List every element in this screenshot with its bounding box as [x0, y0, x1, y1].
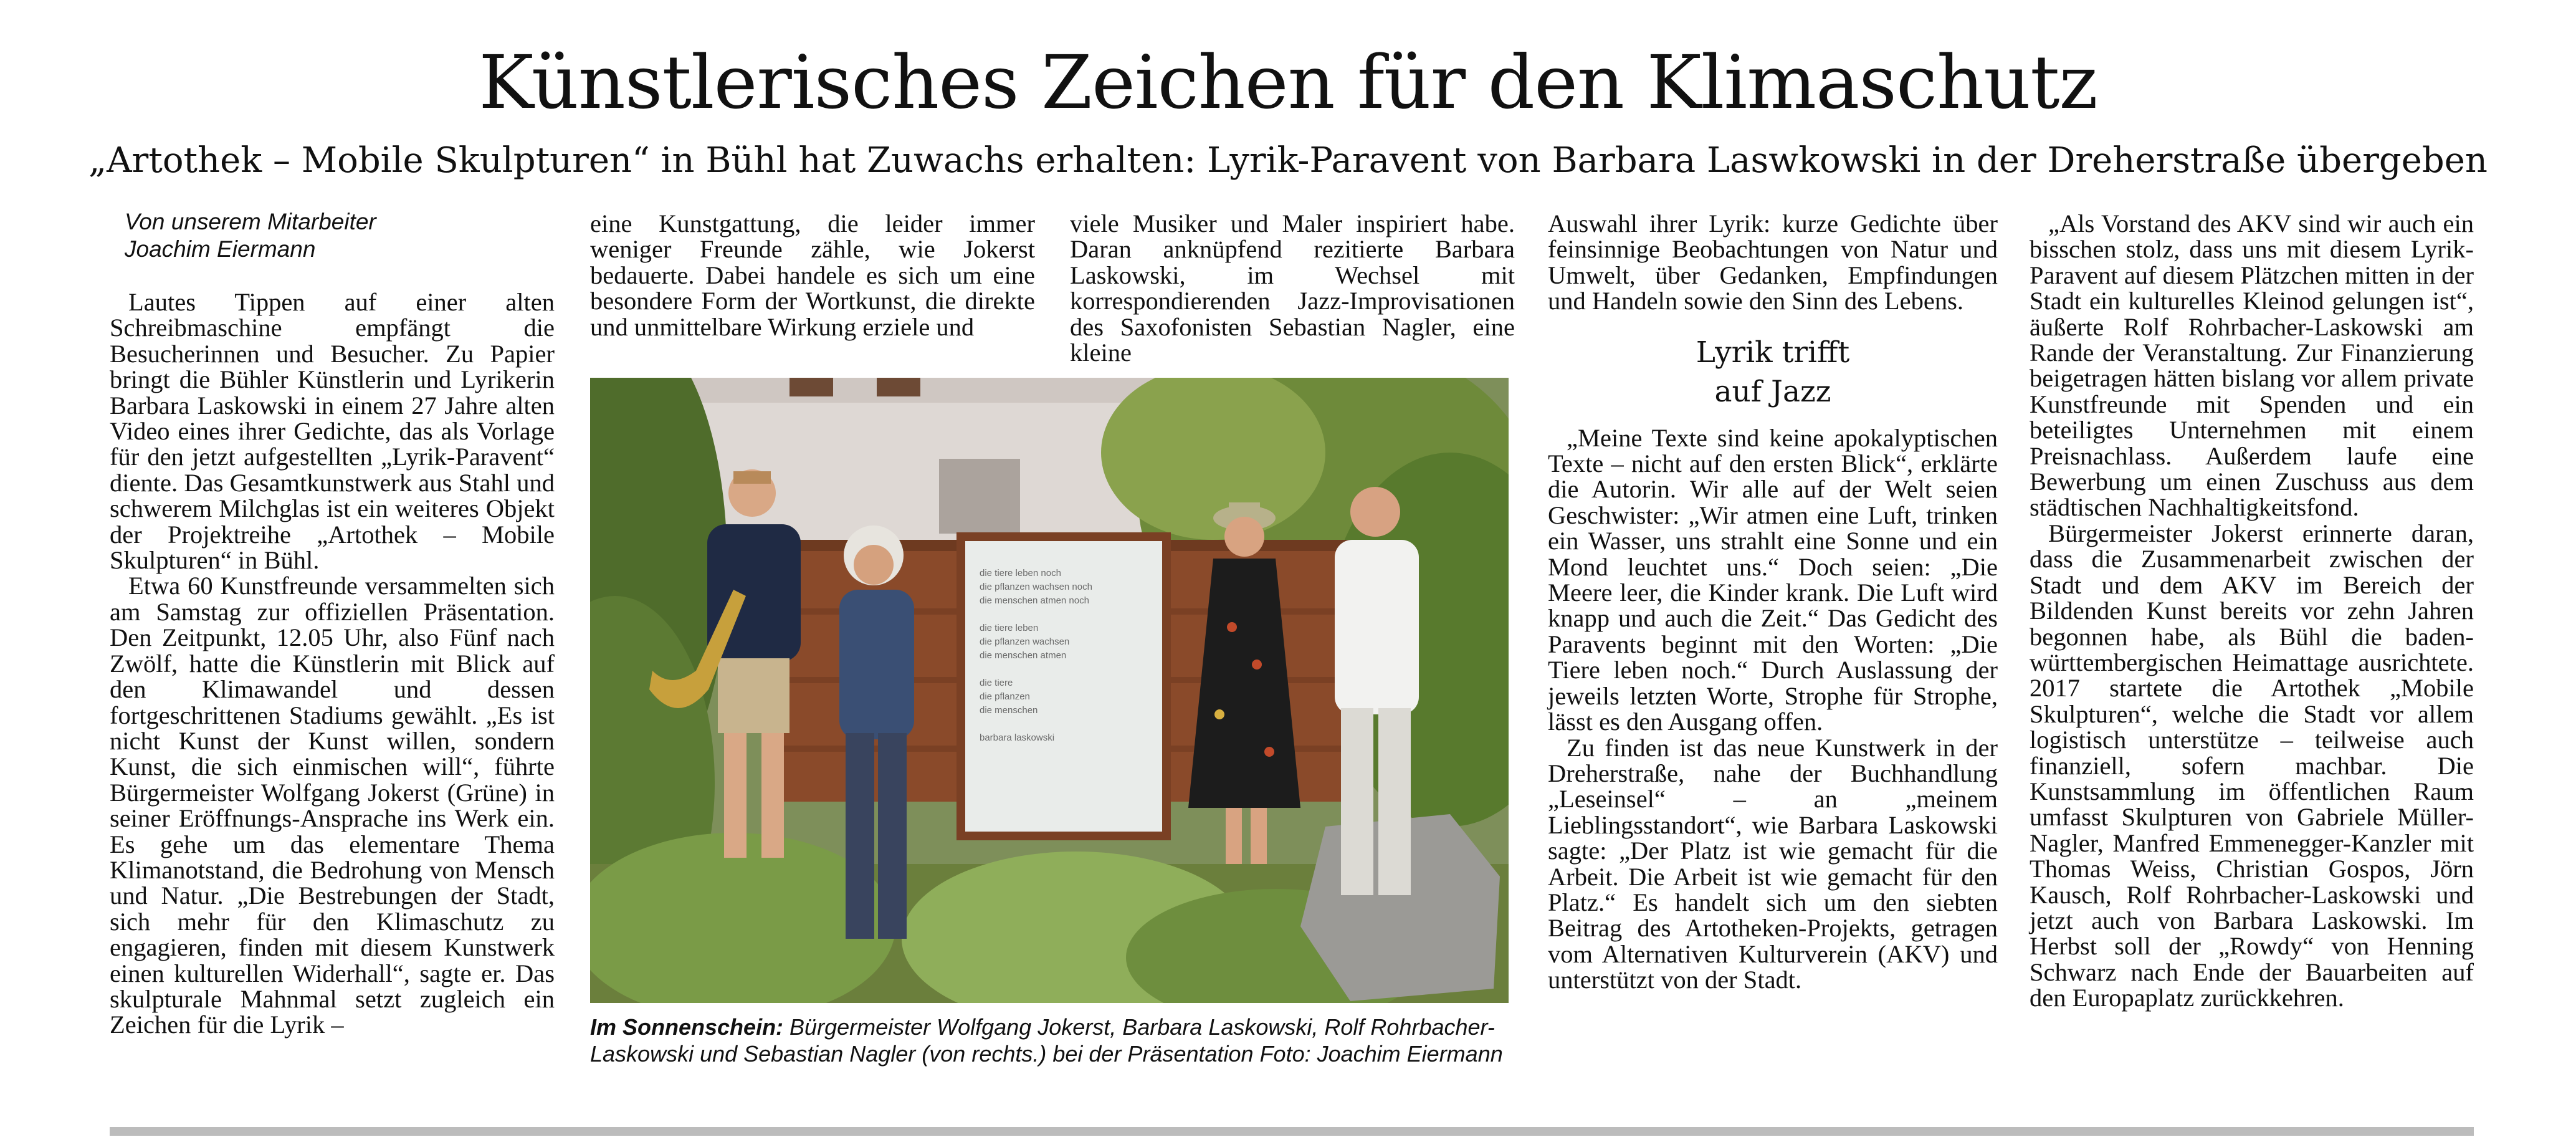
paragraph: Bürgermeister Jokerst erinnerte daran, dass die Zusammenarbeit zwischen der Stadt und dem AKV im Bereich der Bildenden Kunst bereits vor zehn Jahren begonnen habe, als Bühl die baden-württembergischen Heimattage ausrichtete. 2017 startete die Artothek „Mobile Skulpturen“, welche die Stadt vor allem logistisch unterstütze – teilweise auch finanziell, sofern machbar. Die Kunstsammlung im öffentlichen Raum umfasst Skulpturen von Gabriele Müller-Nagler, Manfred Emmenegger-Kanzler mit Thomas Weiss, Christian Gospos, Jörn Kausch, Rolf Rohrbacher-Laskowski und jetzt auch von Barbara Laskowski. Im Herbst soll der „Rowdy“ von Henning Schwarz nach Ende der Bauarbeiten auf den Europaplatz zurückkehren. [2030, 519, 2474, 1012]
article-column-4 [1548, 211, 1998, 993]
caption-lead: Im Sonnenschein: [590, 1014, 784, 1040]
subheadline: „Artothek – Mobile Skulpturen“ in Bühl hat Zuwachs erhalten: Lyrik-Paravent von Barbara Laswkowski in der Dreherstraße übergeben [88, 140, 2488, 181]
article-photo [590, 378, 1509, 1003]
paragraph: „Meine Texte sind keine apokalyptischen Texte – nicht auf den ersten Blick“, erklärte die Autorin. Wir alle auf der Welt seien Geschwister: „Wir atmen eine Luft, trinken ein Wasser, uns strahlt eine Sonne und ein Mond leuchtet uns.“ Doch seien: „Die Meere leer, die Kinder krank. Die Luft wird knapp und auch die Zeit.“ Das Gedicht des Paravents beginnt mit den Worten: „Die Tiere leben noch.“ Durch Auslassung der jeweils letzten Worte, Strophe für Strophe, lässt es den Ausgang offen. [1548, 423, 1998, 736]
article-column-1 [110, 208, 555, 1038]
panel-poem-line: die menschen atmen [980, 650, 1067, 661]
panel-poem-line: die tiere [980, 678, 1013, 688]
panel-poem-line: die tiere leben [980, 623, 1039, 633]
panel-poem-line: barbara laskowski [980, 732, 1055, 743]
paragraph: Lautes Tippen auf einer alten Schreibmaschine empfängt die Besucherinnen und Besucher. Zu Papier bringt die Bühler Künstlerin und Lyrikerin Barbara Laskowski in einem 27 Jahre alten Video eines ihrer Gedichte, das als Vorlage für den jetzt aufgestellten „Lyrik-Paravent“ diente. Das Gesamtkunstwerk aus Stahl und schwerem Milchglas ist ein weiteres Objekt der Projektreihe „Artothek – Mobile Skulpturen“ in Bühl. [110, 288, 555, 575]
byline [125, 208, 555, 263]
headline: Künstlerisches Zeichen für den Klimaschutz [479, 39, 2097, 125]
paragraph: Etwa 60 Kunstfreunde versammelten sich am Samstag zur offiziellen Präsentation. Den Zeitpunkt, 12.05 Uhr, also Fünf nach Zwölf, hatte die Künstlerin mit Blick auf den Klimawandel und dessen fortgeschrittenen Stadiums gewählt. „Es ist nicht Kunst der Kunst willen, sondern Kunst, die sich einmischen will“, führte Bürgermeister Wolfgang Jokerst (Grüne) in seiner Eröffnungs-Ansprache ins Werk ein. Es gehe um das elementare Thema Klimanotstand, die Bedrohung von Mensch und Natur. „Die Bestrebungen der Stadt, sich mehr für den Klimaschutz zu engagieren, finden mit diesem Kunstwerk einen kulturellen Widerhall“, sagte er. Das skulpturale Mahnmal setzt zugleich ein Zeichen für die Lyrik – [110, 572, 555, 1039]
panel-poem-line: die pflanzen wachsen noch [980, 582, 1092, 592]
panel-poem-line: die pflanzen [980, 691, 1030, 702]
interheadline-line-2: auf Jazz [1714, 374, 1831, 409]
interheadline [1548, 333, 1998, 411]
article-column-3 [1070, 211, 1515, 365]
panel-poem-line: die pflanzen wachsen [980, 636, 1070, 647]
article-column-5 [2030, 211, 2474, 1011]
article-column-2 [590, 211, 1035, 340]
paragraph: eine Kunstgattung, die leider immer weniger Freunde zähle, wie Jokerst bedauerte. Dabei handele es sich um eine besondere Form der Wortkunst, die direkte und unmittelbare Wirkung erziele und [590, 209, 1035, 341]
panel-poem-line: die tiere leben noch [980, 568, 1061, 578]
photo-illustration [590, 378, 1509, 1003]
paragraph: „Als Vorstand des AKV sind wir auch ein bisschen stolz, dass uns mit diesem Lyrik-Paravent auf diesem Plätzchen mitten in der Stadt ein kulturelles Kleinod gelungen ist“, äußerte Rolf Rohrbacher-Laskowski am Rande der Veranstaltung. Zur Finanzierung beigetragen hätten bislang vor allem private Kunstfreunde mit Spenden und ein beteiligtes Unternehmen mit einem Preisnachlass. Außerdem laufe eine Bewerbung um einen Zuschuss aus dem städtischen Nachhaltigkeitsfond. [2030, 209, 2474, 522]
caption-text: Bürgermeister Wolfgang Jokerst, Barbara Laskowski, Rolf Rohrbacher-Laskowski und Sebastian Nagler (von rechts.) bei der Präsentation Foto: Joachim Eiermann [590, 1014, 1503, 1067]
panel-poem-line: die menschen atmen noch [980, 595, 1089, 606]
photo-caption [590, 1014, 1512, 1067]
bottom-rule [110, 1127, 2474, 1136]
paragraph: Auswahl ihrer Lyrik: kurze Gedichte über feinsinnige Beobachtungen von Natur und Umwelt, über Gedanken, Empfindungen und Handeln sowie den Sinn des Lebens. [1548, 209, 1998, 315]
panel-poem-line: die menschen [980, 705, 1038, 716]
paragraph: viele Musiker und Maler inspiriert habe. Daran anknüpfend rezitierte Barbara Laskowski, im Wechsel mit korrespondierenden Jazz-Improvisationen des Saxofonisten Sebastian Nagler, eine kleine [1070, 209, 1515, 367]
interheadline-line-1: Lyrik trifft [1696, 335, 1850, 370]
byline-line-1: Von unserem Mitarbeiter [125, 209, 376, 234]
paragraph: Zu finden ist das neue Kunstwerk in der Dreherstraße, nahe der Buchhandlung „Leseinsel“ – an „meinem Lieblingsstandort“, wie Barbara Laskowski sagte: „Der Platz ist wie gemacht für die Arbeit. Die Arbeit ist wie gemacht für den Platz.“ Es handelt sich um den siebten Beitrag des Artotheken-Projekts, getragen vom Alternativen Kulturverein (AKV) und unterstützt von der Stadt. [1548, 733, 1998, 994]
byline-author: Joachim Eiermann [125, 236, 316, 262]
